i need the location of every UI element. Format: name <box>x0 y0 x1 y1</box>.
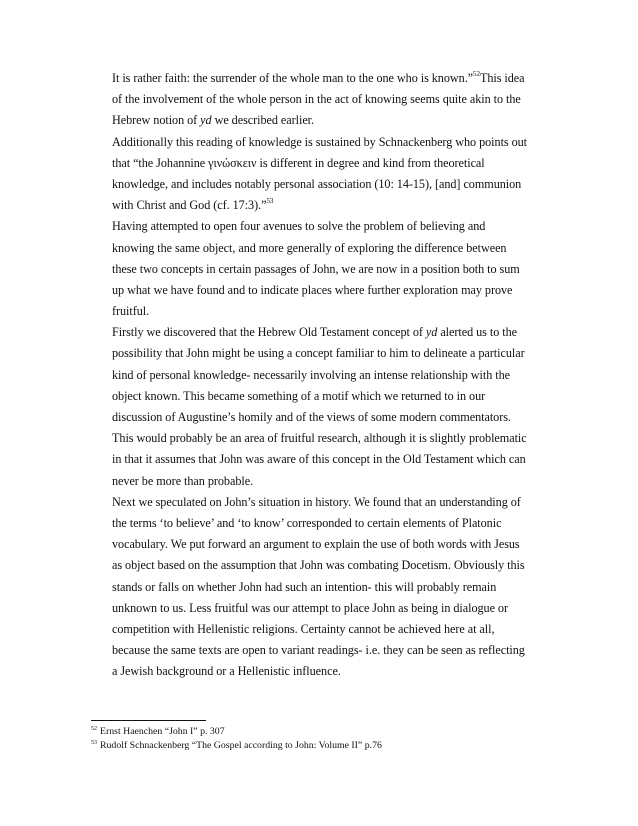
text-line <box>112 153 552 174</box>
text-line <box>112 68 552 89</box>
text-segment: object known. This became something of a motif which we returned to in our <box>112 388 486 403</box>
text-segment: knowledge, and includes notably personal association (10: 14-15), [and] communion <box>112 176 522 191</box>
text-segment: This would probably be an area of fruitful research, although it is slightly problematic <box>112 431 527 446</box>
body-text <box>112 68 552 682</box>
text-line <box>112 428 552 449</box>
text-segment: stands or falls on whether John had such an intention- this will probably remain <box>112 579 497 594</box>
text-line <box>112 110 552 131</box>
text-line <box>112 555 552 576</box>
footnote-number: 52 <box>91 726 97 732</box>
text-segment: a Jewish background or a Hellenistic influence. <box>112 664 341 679</box>
text-line <box>112 216 552 237</box>
text-segment: Firstly we discovered that the Hebrew Old Testament concept of <box>112 325 426 340</box>
text-segment: fruitful. <box>112 304 150 319</box>
text-line <box>112 195 552 216</box>
text-segment: Hebrew notion of <box>112 113 201 128</box>
text-line <box>112 365 552 386</box>
text-segment: competition with Hellenistic religions. Certainty cannot be achieved here at all, <box>112 621 495 636</box>
text-line <box>112 259 552 280</box>
text-segment: with Christ and God (cf. 17:3).” <box>112 198 267 213</box>
text-segment: in that it assumes that John was aware of this concept in the Old Testament which can <box>112 452 526 467</box>
text-line <box>112 492 552 513</box>
text-segment: the terms ‘to believe’ and ‘to know’ corresponded to certain elements of Platonic <box>112 515 502 530</box>
text-line <box>112 343 552 364</box>
text-line <box>112 132 552 153</box>
footnote-ref: 52 <box>473 70 480 78</box>
text-segment: It is rather faith: the surrender of the whole man to the one who is known.” <box>112 71 474 85</box>
text-line <box>112 471 552 492</box>
text-line <box>112 301 552 322</box>
text-segment: possibility that John might be using a concept familiar to him to delineate a particular <box>112 346 525 361</box>
text-line <box>112 449 552 470</box>
text-segment: knowing the same object, and more generally of exploring the difference between <box>112 240 507 255</box>
footnote-ref: 53 <box>266 197 274 206</box>
text-segment: these two concepts in certain passages of John, we are now in a position both to sum <box>112 261 520 276</box>
text-segment: Additionally this reading of knowledge is sustained by Schnackenberg who points out <box>112 134 528 149</box>
text-segment: discussion of Augustine’s homily and of the views of some modern commentators. <box>112 410 511 424</box>
footnotes <box>91 725 561 753</box>
emphasis: yd <box>425 325 438 340</box>
emphasis: yd <box>200 113 212 128</box>
text-line <box>112 661 552 682</box>
text-segment: unknown to us. Less fruitful was our attempt to place John as being in dialogue or <box>112 600 508 615</box>
text-line <box>112 619 552 640</box>
footnote <box>91 725 561 739</box>
text-segment: alerted us to the <box>437 325 517 340</box>
text-line <box>112 640 552 661</box>
text-line <box>112 386 552 407</box>
text-line <box>112 598 552 619</box>
footnote-separator <box>91 720 206 721</box>
text-segment: up what we have found and to indicate places where further exploration may prove <box>112 282 513 297</box>
text-line <box>112 513 552 534</box>
text-segment: vocabulary. We put forward an argument to explain the use of both words with Jesus <box>112 537 520 552</box>
text-line <box>112 407 552 428</box>
text-line <box>112 238 552 259</box>
text-segment: Next we speculated on John’s situation in history. We found that an understanding of <box>112 494 521 509</box>
text-line <box>112 89 552 110</box>
text-line <box>112 534 552 555</box>
text-line <box>112 322 552 343</box>
text-line <box>112 174 552 195</box>
footnote-text: Rudolf Schnackenberg “The Gospel according to John: Volume II” p.76 <box>100 740 382 751</box>
text-segment: we described earlier. <box>211 113 315 128</box>
text-segment: This idea <box>479 71 525 85</box>
footnote-text: Ernst Haenchen “John I” p. 307 <box>100 726 225 737</box>
text-line <box>112 280 552 301</box>
text-segment: because the same texts are open to variant readings- i.e. they can be seen as reflecting <box>112 643 525 658</box>
text-segment: kind of personal knowledge- necessarily involving an intense relationship with the <box>112 367 510 382</box>
text-segment: as object based on the assumption that John was combating Docetism. Obviously this <box>112 558 525 573</box>
text-segment: that “the Johannine γινώσκειν is different in degree and kind from theoretical <box>112 155 485 170</box>
text-line <box>112 577 552 598</box>
text-segment: never be more than probable. <box>112 473 254 488</box>
footnote <box>91 739 561 753</box>
footnote-number: 53 <box>91 740 97 746</box>
text-segment: of the involvement of the whole person in the act of knowing seems quite akin to the <box>112 92 521 107</box>
text-segment: Having attempted to open four avenues to solve the problem of believing and <box>112 219 486 234</box>
